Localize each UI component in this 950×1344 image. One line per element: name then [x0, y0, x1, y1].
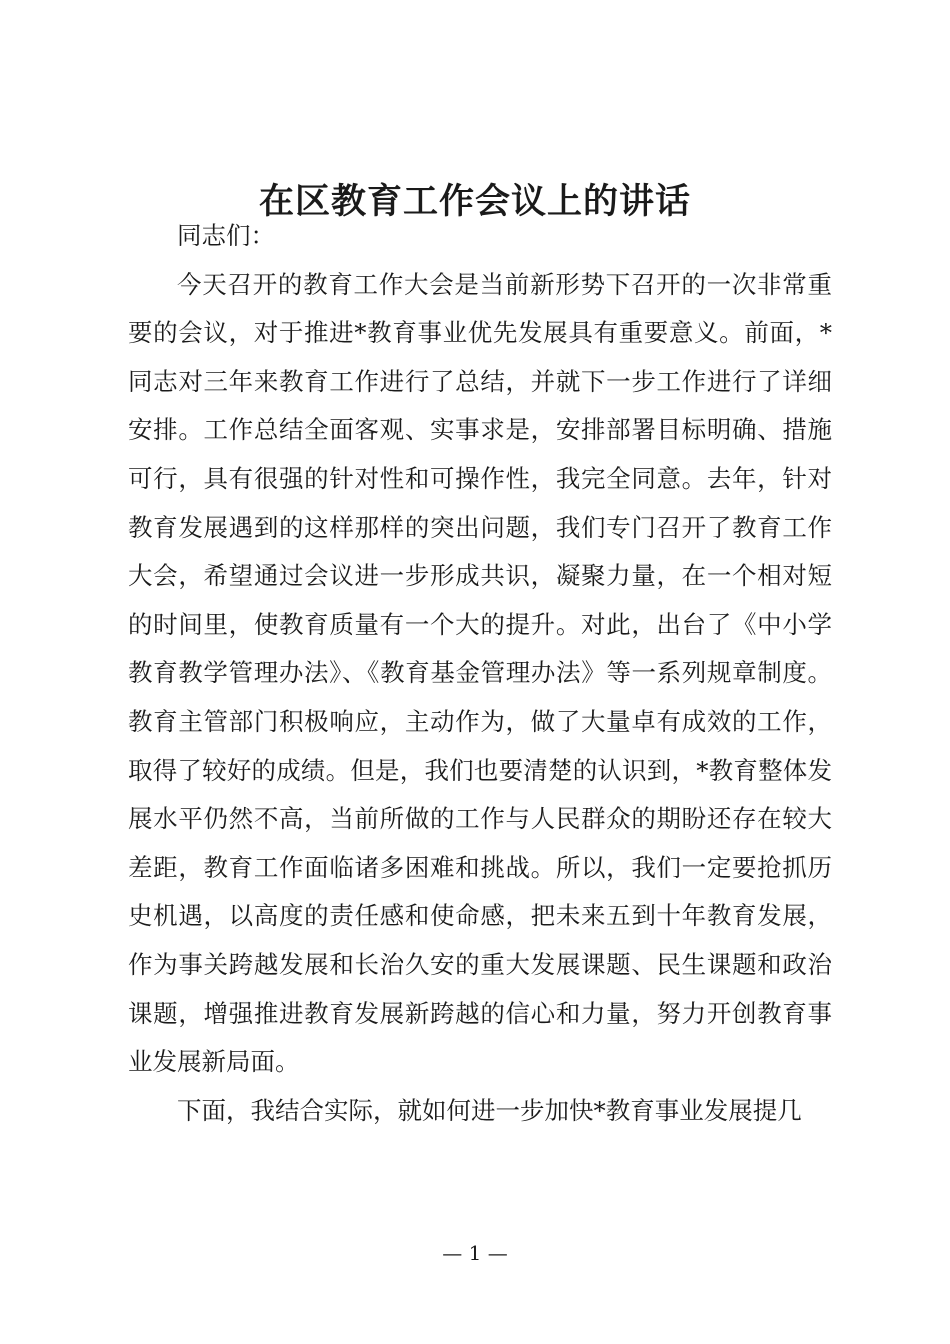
paragraph-2: 下面，我结合实际，就如何进一步加快*教育事业发展提几 [177, 1095, 802, 1125]
paragraph-1: 今天召开的教育工作大会是当前新形势下召开的一次非常重要的会议，对于推进*教育事业优先发展具有重要意义。前面，*同志对三年来教育工作进行了总结，并就下一步工作进行了详细安排。工作总结全面客观、实事求是，安排部署目标明确、措施可行，具有很强的针对性和可操作性，我完全同意。去年，针对教育发展遇到的这样那样的突出问题，我们专门召开了教育工作大会，希望通过会议进一步形成共识，凝聚力量，在一个相对短的时间里，使教育质量有一个大的提升。对此，出台了《中小学教育教学管理办法》、《教育基金管理办法》等一系列规章制度。教育主管部门积极响应，主动作为，做了大量卓有成效的工作，取得了较好的成绩。但是，我们也要清楚的认识到，*教育整体发展水平仍然不高，当前所做的工作与人民群众的期盼还存在较大差距，教育工作面临诸多困难和挑战。所以，我们一定要抢抓历史机遇，以高度的责任感和使命感，把未来五到十年教育发展，作为事关跨越发展和长治久安的重大发展课题、民生课题和政治课题，增强推进教育发展新跨越的信心和力量，努力开创教育事业发展新局面。 [128, 269, 832, 1077]
document-body [128, 212, 832, 1135]
page-number: — 1 — [442, 1241, 508, 1265]
document-title: 在区教育工作会议上的讲话 [258, 181, 691, 222]
salutation: 同志们： [177, 221, 275, 250]
